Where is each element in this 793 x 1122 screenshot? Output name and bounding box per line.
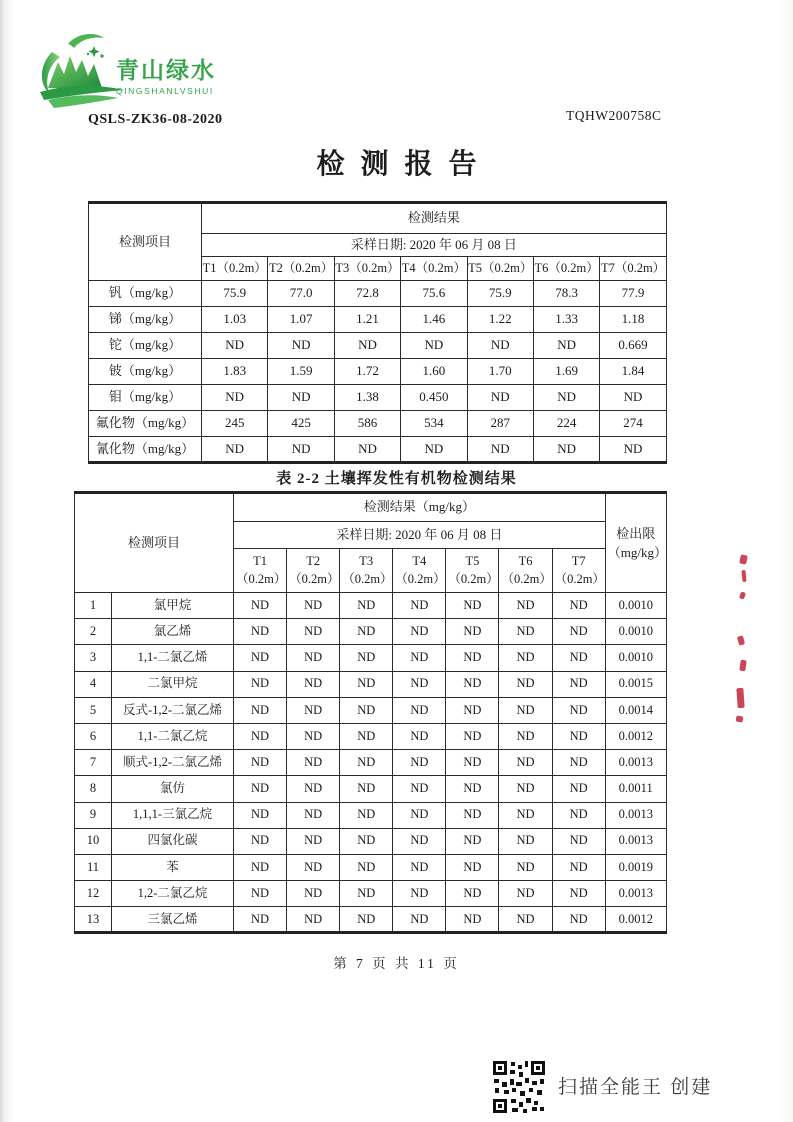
result-value: 1.46 <box>401 307 467 333</box>
analyte-name: 1,1,1-三氯乙烷 <box>112 802 234 828</box>
result-value: 245 <box>202 411 268 437</box>
result-value: ND <box>499 881 552 907</box>
result-value: 287 <box>467 411 533 437</box>
result-value: 75.6 <box>401 281 467 307</box>
result-value: ND <box>446 593 499 619</box>
result-value: ND <box>446 881 499 907</box>
brand-name-cn: 青山绿水 <box>116 57 216 83</box>
result-value: ND <box>533 385 599 411</box>
result-value: ND <box>234 697 287 723</box>
result-value: 0.669 <box>600 333 666 359</box>
result-value: ND <box>340 776 393 802</box>
result-value: ND <box>202 437 268 463</box>
result-value: ND <box>287 723 340 749</box>
sample-depth-label: （0.2m） <box>448 571 499 586</box>
result-value: 77.9 <box>600 281 666 307</box>
result-value: 1.18 <box>600 307 666 333</box>
analyte-name: 二氯甲烷 <box>112 671 234 697</box>
analyte-name: 1,1-二氯乙烯 <box>112 645 234 671</box>
row-number: 12 <box>75 881 112 907</box>
table-row <box>75 907 667 933</box>
row-number: 4 <box>75 671 112 697</box>
sample-point-label: T6 <box>518 554 533 568</box>
result-value: ND <box>340 619 393 645</box>
result-value: ND <box>552 645 605 671</box>
result-value: 0.450 <box>401 385 467 411</box>
row-number: 1 <box>75 593 112 619</box>
table-row <box>75 723 667 749</box>
sample-depth-label: （0.2m） <box>342 571 393 586</box>
result-value: ND <box>287 697 340 723</box>
result-value: ND <box>234 854 287 880</box>
sample-point-header: T6（0.2m） <box>533 257 599 281</box>
result-value: ND <box>552 802 605 828</box>
table-header-row <box>89 203 667 234</box>
table-row <box>89 333 667 359</box>
result-value: ND <box>446 619 499 645</box>
analyte-name: 氯甲烷 <box>112 593 234 619</box>
sample-point-header: T7（0.2m） <box>600 257 666 281</box>
result-value: 1.21 <box>334 307 400 333</box>
row-number: 3 <box>75 645 112 671</box>
analyte-name: 氯乙烯 <box>112 619 234 645</box>
row-number: 9 <box>75 802 112 828</box>
result-value: ND <box>287 854 340 880</box>
result-value: ND <box>552 907 605 933</box>
analyte-name: 氯仿 <box>112 776 234 802</box>
result-value: 1.72 <box>334 359 400 385</box>
table-row <box>89 385 667 411</box>
analyte-name: 四氯化碳 <box>112 828 234 854</box>
result-value: 274 <box>600 411 666 437</box>
result-value: 425 <box>268 411 334 437</box>
result-value: ND <box>552 881 605 907</box>
metals-results-table <box>88 201 666 464</box>
result-value: ND <box>393 776 446 802</box>
detection-limit-value: 0.0013 <box>605 828 666 854</box>
sample-point-header: T5（0.2m） <box>467 257 533 281</box>
result-value: ND <box>467 385 533 411</box>
result-value: 1.07 <box>268 307 334 333</box>
sample-point-header <box>393 549 446 593</box>
result-value: 1.70 <box>467 359 533 385</box>
result-value: ND <box>287 907 340 933</box>
row-number: 11 <box>75 854 112 880</box>
result-value: ND <box>393 593 446 619</box>
result-value: 224 <box>533 411 599 437</box>
result-value: ND <box>287 671 340 697</box>
result-value: ND <box>533 333 599 359</box>
result-value: ND <box>600 385 666 411</box>
table-row <box>89 281 667 307</box>
analyte-name: 1,1-二氯乙烷 <box>112 723 234 749</box>
result-value: ND <box>499 776 552 802</box>
result-value: ND <box>393 854 446 880</box>
sample-point-header <box>340 549 393 593</box>
detection-limit-value: 0.0013 <box>605 802 666 828</box>
result-value: ND <box>446 854 499 880</box>
detection-limit-header <box>605 493 666 593</box>
detection-limit-header-line2: （mg/kg） <box>607 545 667 560</box>
analyte-name: 铊（mg/kg） <box>89 333 202 359</box>
item-column-header: 检测项目 <box>75 493 234 593</box>
result-value: ND <box>234 671 287 697</box>
table-row <box>75 619 667 645</box>
result-value: ND <box>552 854 605 880</box>
result-value: ND <box>446 723 499 749</box>
result-value: ND <box>202 385 268 411</box>
result-value: ND <box>234 619 287 645</box>
detection-limit-value: 0.0010 <box>605 619 666 645</box>
sample-depth-label: （0.2m） <box>236 571 287 586</box>
result-value: ND <box>287 619 340 645</box>
result-value: ND <box>234 828 287 854</box>
table-row <box>75 671 667 697</box>
sample-date: 采样日期: 2020 年 06 月 08 日 <box>234 522 606 549</box>
row-number: 2 <box>75 619 112 645</box>
detection-limit-value: 0.0011 <box>605 776 666 802</box>
table-row <box>75 750 667 776</box>
detection-limit-header-line1: 检出限 <box>616 525 656 541</box>
voc-table-body <box>75 593 667 933</box>
voc-results-table <box>74 491 666 934</box>
stamp-fragment <box>737 635 745 645</box>
stamp-fragment <box>739 591 746 599</box>
result-value: 1.59 <box>268 359 334 385</box>
row-number: 5 <box>75 697 112 723</box>
sample-point-label: T2 <box>306 554 321 568</box>
result-value: ND <box>499 802 552 828</box>
result-value: ND <box>340 723 393 749</box>
result-value: ND <box>287 645 340 671</box>
result-value: ND <box>446 671 499 697</box>
result-value: 1.83 <box>202 359 268 385</box>
analyte-name: 1,2-二氯乙烷 <box>112 881 234 907</box>
result-value: ND <box>393 645 446 671</box>
sample-point-label: T3 <box>359 554 374 568</box>
result-value: 534 <box>401 411 467 437</box>
result-value: ND <box>340 828 393 854</box>
result-value: ND <box>234 750 287 776</box>
sample-depth-label: （0.2m） <box>554 571 605 586</box>
result-value: ND <box>600 437 666 463</box>
result-value: ND <box>340 645 393 671</box>
result-value: ND <box>393 671 446 697</box>
sample-point-label: T1 <box>253 554 267 568</box>
result-value: ND <box>401 437 467 463</box>
result-value: ND <box>446 750 499 776</box>
analyte-name: 顺式-1,2-二氯乙烯 <box>112 750 234 776</box>
sample-point-header: T3（0.2m） <box>334 257 400 281</box>
result-value: 1.60 <box>401 359 467 385</box>
detection-limit-value: 0.0012 <box>605 723 666 749</box>
result-value: ND <box>202 333 268 359</box>
row-number: 8 <box>75 776 112 802</box>
analyte-name: 钼（mg/kg） <box>89 385 202 411</box>
sample-date: 采样日期: 2020 年 06 月 08 日 <box>202 234 667 257</box>
table-row <box>75 828 667 854</box>
sample-point-label: T4 <box>412 554 427 568</box>
stamp-fragment <box>739 660 746 672</box>
sample-depth-label: （0.2m） <box>395 571 446 586</box>
result-value: ND <box>234 881 287 907</box>
table-row <box>75 854 667 880</box>
result-value: ND <box>340 697 393 723</box>
table-row <box>75 645 667 671</box>
results-header: 检测结果 <box>202 203 667 234</box>
analyte-name: 反式-1,2-二氯乙烯 <box>112 697 234 723</box>
stamp-fragment <box>739 554 748 564</box>
sample-point-header: T1（0.2m） <box>202 257 268 281</box>
result-value: ND <box>499 645 552 671</box>
result-value: ND <box>287 828 340 854</box>
result-value: ND <box>499 828 552 854</box>
result-value: ND <box>552 723 605 749</box>
result-value: ND <box>268 437 334 463</box>
result-value: 1.84 <box>600 359 666 385</box>
table-row <box>75 802 667 828</box>
row-number: 13 <box>75 907 112 933</box>
detection-limit-value: 0.0010 <box>605 593 666 619</box>
table-row <box>75 697 667 723</box>
result-value: ND <box>499 854 552 880</box>
result-value: ND <box>340 881 393 907</box>
table2-caption: 表 2-2 土壤挥发性有机物检测结果 <box>276 471 517 487</box>
sample-point-header: T2（0.2m） <box>268 257 334 281</box>
results-header: 检测结果（mg/kg） <box>234 493 606 522</box>
result-value: ND <box>467 333 533 359</box>
detection-limit-value: 0.0010 <box>605 645 666 671</box>
result-value: ND <box>499 697 552 723</box>
analyte-name: 氰化物（mg/kg） <box>89 437 202 463</box>
result-value: ND <box>533 437 599 463</box>
sample-point-header <box>552 549 605 593</box>
analyte-name: 三氯乙烯 <box>112 907 234 933</box>
result-value: ND <box>552 750 605 776</box>
analyte-name: 氟化物（mg/kg） <box>89 411 202 437</box>
result-value: 1.38 <box>334 385 400 411</box>
result-value: ND <box>499 619 552 645</box>
qr-code <box>492 1060 546 1114</box>
result-value: ND <box>268 333 334 359</box>
result-value: 72.8 <box>334 281 400 307</box>
result-value: ND <box>393 750 446 776</box>
result-value: ND <box>499 671 552 697</box>
detection-limit-value: 0.0013 <box>605 750 666 776</box>
result-value: ND <box>340 671 393 697</box>
item-column-header: 检测项目 <box>89 203 202 281</box>
sample-point-label: T7 <box>571 554 586 568</box>
result-value: 1.33 <box>533 307 599 333</box>
result-value: ND <box>234 723 287 749</box>
result-value: ND <box>234 776 287 802</box>
result-value: ND <box>393 619 446 645</box>
result-value: ND <box>234 593 287 619</box>
analyte-name: 锑（mg/kg） <box>89 307 202 333</box>
result-value: ND <box>234 907 287 933</box>
result-value: ND <box>268 385 334 411</box>
analyte-name: 钒（mg/kg） <box>89 281 202 307</box>
result-value: ND <box>393 697 446 723</box>
table-row <box>75 593 667 619</box>
result-value: 77.0 <box>268 281 334 307</box>
result-value: ND <box>446 776 499 802</box>
result-value: ND <box>446 828 499 854</box>
sample-point-header <box>234 549 287 593</box>
result-value: ND <box>340 802 393 828</box>
result-value: ND <box>552 619 605 645</box>
metals-table-body <box>89 281 667 463</box>
result-value: ND <box>446 645 499 671</box>
table-header-row <box>75 493 667 522</box>
result-value: ND <box>446 697 499 723</box>
result-value: ND <box>287 593 340 619</box>
sample-point-header: T4（0.2m） <box>401 257 467 281</box>
sample-depth-label: （0.2m） <box>501 571 552 586</box>
sample-point-header <box>287 549 340 593</box>
result-value: ND <box>287 776 340 802</box>
result-value: ND <box>467 437 533 463</box>
result-value: ND <box>499 750 552 776</box>
result-value: ND <box>287 750 340 776</box>
table-row <box>89 411 667 437</box>
result-value: 586 <box>334 411 400 437</box>
row-number: 6 <box>75 723 112 749</box>
report-number-left: QSLS-ZK36-08-2020 <box>88 112 223 127</box>
result-value: ND <box>393 802 446 828</box>
result-value: ND <box>552 776 605 802</box>
row-number: 7 <box>75 750 112 776</box>
result-value: ND <box>552 697 605 723</box>
result-value: ND <box>340 750 393 776</box>
stamp-fragment <box>736 715 744 722</box>
result-value: ND <box>552 671 605 697</box>
result-value: ND <box>499 723 552 749</box>
result-value: ND <box>340 854 393 880</box>
result-value: ND <box>393 828 446 854</box>
result-value: ND <box>446 907 499 933</box>
result-value: ND <box>393 881 446 907</box>
report-title: 检测报告 <box>316 149 493 180</box>
sample-point-label: T5 <box>465 554 480 568</box>
table-row <box>75 776 667 802</box>
result-value: ND <box>393 907 446 933</box>
row-number: 10 <box>75 828 112 854</box>
result-value: ND <box>446 802 499 828</box>
analyte-name: 苯 <box>112 854 234 880</box>
table-row <box>89 307 667 333</box>
table-row <box>89 359 667 385</box>
result-value: ND <box>393 723 446 749</box>
table-row <box>89 437 667 463</box>
result-value: ND <box>287 881 340 907</box>
result-value: ND <box>499 907 552 933</box>
result-value: ND <box>552 593 605 619</box>
result-value: ND <box>499 593 552 619</box>
detection-limit-value: 0.0015 <box>605 671 666 697</box>
result-value: ND <box>552 828 605 854</box>
page-number: 第 7 页 共 11 页 <box>333 956 460 971</box>
stamp-fragment <box>736 688 744 708</box>
detection-limit-value: 0.0012 <box>605 907 666 933</box>
detection-limit-value: 0.0019 <box>605 854 666 880</box>
stamp-fragment <box>741 570 746 582</box>
result-value: 75.9 <box>467 281 533 307</box>
sample-depth-label: （0.2m） <box>289 571 340 586</box>
result-value: ND <box>234 645 287 671</box>
brand-name-en: QINGSHANLVSHUI <box>116 86 214 96</box>
result-value: 75.9 <box>202 281 268 307</box>
analyte-name: 铍（mg/kg） <box>89 359 202 385</box>
detection-limit-value: 0.0013 <box>605 881 666 907</box>
result-value: 78.3 <box>533 281 599 307</box>
result-value: 1.69 <box>533 359 599 385</box>
table-row <box>75 881 667 907</box>
result-value: ND <box>234 802 287 828</box>
sample-point-header <box>499 549 552 593</box>
result-value: ND <box>340 593 393 619</box>
result-value: 1.03 <box>202 307 268 333</box>
result-value: ND <box>334 333 400 359</box>
result-value: ND <box>401 333 467 359</box>
result-value: 1.22 <box>467 307 533 333</box>
result-value: ND <box>340 907 393 933</box>
scanner-credit: 扫描全能王 创建 <box>558 1077 713 1098</box>
sample-point-header <box>446 549 499 593</box>
brand-text <box>116 52 216 96</box>
result-value: ND <box>287 802 340 828</box>
report-number-right: TQHW200758C <box>566 108 662 123</box>
detection-limit-value: 0.0014 <box>605 697 666 723</box>
result-value: ND <box>334 437 400 463</box>
